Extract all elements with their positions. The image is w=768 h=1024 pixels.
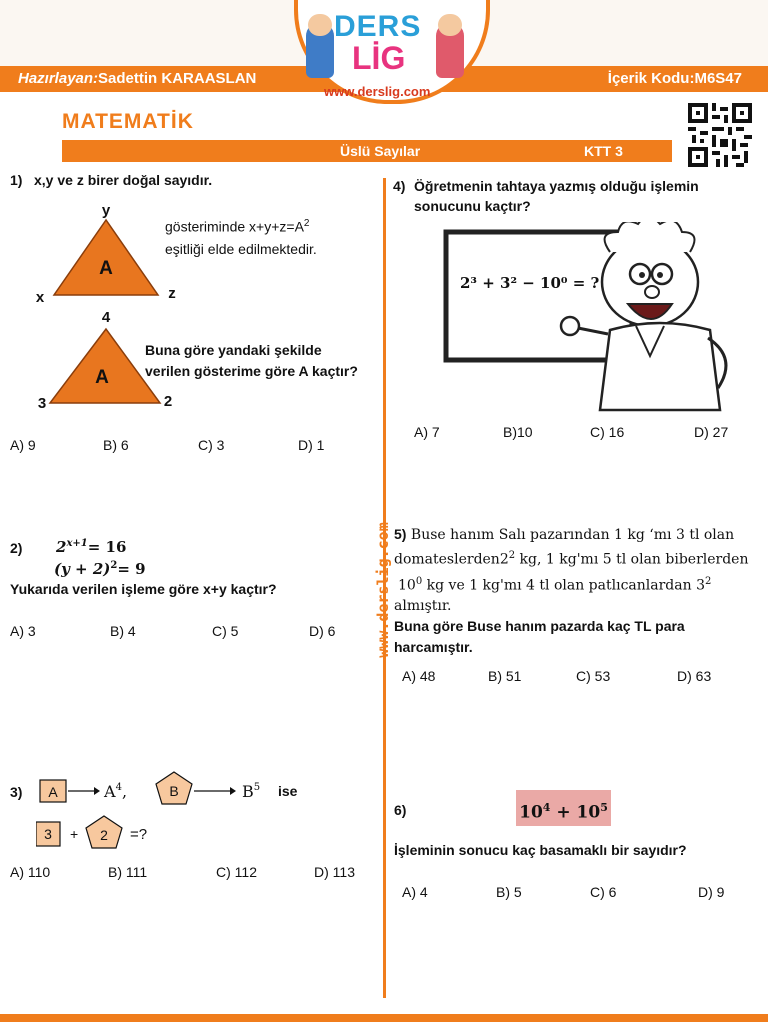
logo-lig: LİG <box>352 40 406 76</box>
q5-line-3b: kg ve 1 kg'mı 4 tl olan patlıcanlardan 3 <box>422 577 705 594</box>
q3-plus: + <box>70 826 79 842</box>
q5-question-2: harcamıştır. <box>394 639 473 656</box>
q6-expr-a-sup: 4 <box>542 801 551 814</box>
q2-eq2-rest: = 9 <box>117 560 146 578</box>
q5-line-4: almıştır. <box>394 598 452 615</box>
q5-option-b[interactable]: B) 51 <box>488 668 522 684</box>
q4-text-2: sonucunu kaçtır? <box>414 198 531 214</box>
topic-code: KTT 3 <box>584 143 623 159</box>
q6-option-b[interactable]: B) 5 <box>496 884 522 900</box>
q3-result-b-base: B <box>242 782 254 801</box>
q1-question-1: Buna göre yandaki şekilde <box>145 342 322 358</box>
author-name: Sadettin KARAASLAN <box>98 70 257 87</box>
q1-triangle2-center: A <box>95 367 109 388</box>
watermark-text: www.derslig.com <box>374 522 392 658</box>
q2-eq1-sup: x+1 <box>66 538 88 549</box>
q1-triangle-figure-2 <box>30 305 190 415</box>
q1-triangle2-right: 2 <box>163 393 173 410</box>
q3-pentagon-b-label: B <box>169 783 179 799</box>
q5-line-3-sup: 0 <box>415 575 423 587</box>
q3-result-a <box>103 782 127 801</box>
q3-result-b <box>242 782 260 801</box>
q4-option-d[interactable]: D) 27 <box>694 424 729 440</box>
q5-line-1 <box>394 524 764 545</box>
q5-line-1-text: Buse hanım Salı pazarından 1 kg ‘mı 3 tl olan <box>410 527 735 543</box>
q6-expr-plus: + <box>550 802 577 823</box>
q1-option-b[interactable]: B) 6 <box>103 437 129 453</box>
q1-option-d[interactable]: D) 1 <box>298 437 325 453</box>
q5-option-a[interactable]: A) 48 <box>402 668 436 684</box>
boy-face-icon <box>308 14 332 36</box>
q3-pentagon-2-label: 2 <box>100 827 108 843</box>
q3-number: 3) <box>10 784 23 800</box>
girl-face-icon <box>438 14 462 36</box>
q5-line-3 <box>394 571 764 597</box>
author <box>18 70 256 87</box>
q3-result-a-sup: 4 <box>115 782 122 793</box>
q1-desc-text: gösteriminde x+y+z=A <box>165 218 304 235</box>
author-label: Hazırlayan: <box>18 70 99 87</box>
q6-expr-a: 10 <box>519 802 543 823</box>
q4-number: 4) <box>393 178 406 194</box>
q6-expr-b: 10 <box>576 802 601 823</box>
q4-illustration <box>440 222 740 414</box>
q3-option-c[interactable]: C) 112 <box>216 864 257 880</box>
q2-eq2-sup: 2 <box>110 560 118 571</box>
watermark <box>372 510 396 670</box>
q1-triangle-right: z <box>168 285 176 302</box>
q5-question-1: Buna göre Buse hanım pazarda kaç TL para <box>394 618 685 635</box>
q6-expression <box>516 790 611 826</box>
q1-question-2: verilen gösterime göre A kaçtır? <box>145 363 358 379</box>
q3-figure <box>36 768 336 858</box>
q1-triangle2-left: 3 <box>37 395 47 412</box>
q3-ise: ise <box>278 783 298 799</box>
q5-line-2a: domateslerden2 <box>394 551 509 568</box>
q6-text: İşleminin sonucu kaç basamaklı bir sayıdır? <box>394 842 687 858</box>
q3-option-b[interactable]: B) 111 <box>108 864 148 880</box>
q3-option-a[interactable]: A) 110 <box>10 864 51 880</box>
q3-comma: , <box>121 782 128 801</box>
topic-title: Üslü Sayılar <box>340 143 421 159</box>
q2-option-c[interactable]: C) 5 <box>212 623 239 639</box>
footer-bar <box>0 1014 768 1022</box>
q6-option-a[interactable]: A) 4 <box>402 884 428 900</box>
logo-ders: DERS <box>334 10 422 43</box>
q2-option-b[interactable]: B) 4 <box>110 623 136 639</box>
q2-text: Yukarıda verilen işleme göre x+y kaçtır? <box>10 581 277 597</box>
q6-option-c[interactable]: C) 6 <box>590 884 617 900</box>
q5-line-2b: kg, 1 kg'mı 5 tl olan biberlerden <box>515 551 749 568</box>
q5-line-3a: 10 <box>398 577 416 594</box>
q3-box-a-label: A <box>48 784 58 800</box>
q3-arrow-b-icon <box>230 787 236 795</box>
q2-eq2-base: (y + 2) <box>54 560 111 578</box>
q2-option-a[interactable]: A) 3 <box>10 623 36 639</box>
q1-desc-sup: 2 <box>303 218 310 229</box>
q3-result-a-base: A <box>104 782 116 801</box>
q1-option-c[interactable]: C) 3 <box>198 437 225 453</box>
q2-eq1-base: 2 <box>56 538 67 556</box>
q5-option-c[interactable]: C) 53 <box>576 668 611 684</box>
q3-equals: =? <box>130 826 148 843</box>
subject-title: MATEMATİK <box>62 110 194 133</box>
q2-equation-1 <box>56 538 126 556</box>
q2-number: 2) <box>10 540 23 556</box>
logo-url: www.derslig.com <box>324 84 431 99</box>
q1-triangle2-shape <box>50 329 160 403</box>
q1-number: 1) <box>10 172 23 188</box>
q1-option-a[interactable]: A) 9 <box>10 437 36 453</box>
q5-block <box>394 524 764 658</box>
q5-line-2 <box>394 545 764 571</box>
q2-option-d[interactable]: D) 6 <box>309 623 336 639</box>
q4-option-a[interactable]: A) 7 <box>414 424 440 440</box>
q3-box-3-label: 3 <box>44 826 52 842</box>
q6-expr-b-sup: 5 <box>600 801 608 814</box>
q3-result-b-sup: 5 <box>253 782 261 793</box>
q4-text-1: Öğretmenin tahtaya yazmış olduğu işlemin <box>414 178 699 194</box>
q4-option-b[interactable]: B)10 <box>503 424 533 440</box>
q1-triangle2-top: 4 <box>101 309 111 326</box>
q5-line-3-sup2: 2 <box>704 575 712 587</box>
q1-triangle-top: y <box>101 202 111 219</box>
q5-option-d[interactable]: D) 63 <box>677 668 712 684</box>
q3-option-d[interactable]: D) 113 <box>314 864 355 880</box>
q1-triangle-center: A <box>99 258 113 279</box>
q2-equation-2 <box>54 560 146 578</box>
q1-triangle-left: x <box>35 289 45 306</box>
q6-option-d[interactable]: D) 9 <box>698 884 725 900</box>
q2-eq1-rest: = 16 <box>87 538 127 556</box>
content-code: İçerik Kodu:M6S47 <box>607 70 742 87</box>
q1-description-1 <box>165 218 309 235</box>
q4-board-expression: 2³ + 3² − 10⁰ = ? <box>460 274 600 292</box>
q5-number: 5) <box>394 526 407 542</box>
q5-line-2-sup: 2 <box>508 550 516 561</box>
qr-code-icon <box>688 103 752 167</box>
q6-number: 6) <box>394 802 407 818</box>
q3-arrow-a-icon <box>94 787 100 795</box>
q1-text: x,y ve z birer doğal sayıdır. <box>34 172 213 188</box>
q1-description-2: eşitliği elde edilmektedir. <box>165 241 317 257</box>
q4-option-c[interactable]: C) 16 <box>590 424 625 440</box>
